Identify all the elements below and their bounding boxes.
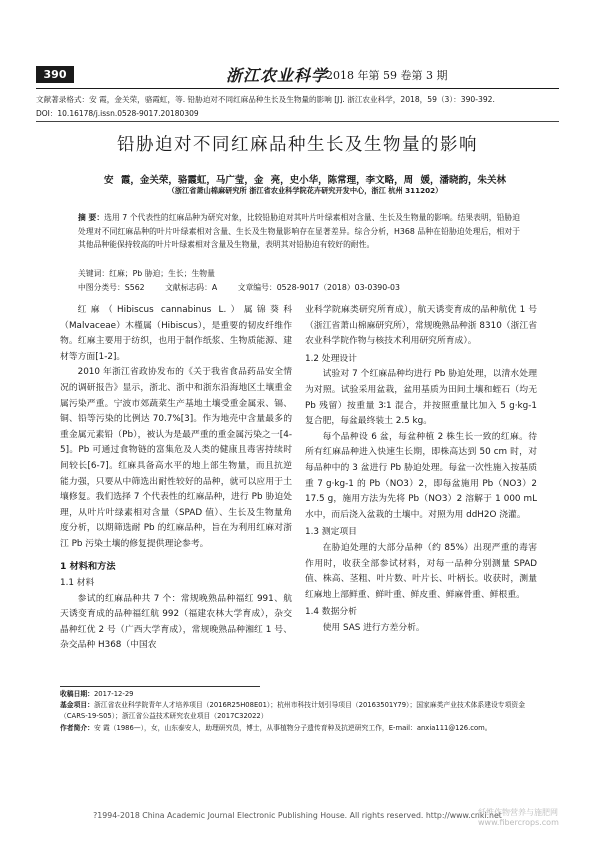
watermark: 纤维作物营养与施肥网 www.fibercrops.com: [478, 808, 559, 827]
paragraph: 红麻（Hibiscus cannabinus L.）属锦葵科（Malvaceae）木槿属（Hibiscus），是重要的韧皮纤维作物。红麻主要用于纺织，也用于制作纸浆、生物质能源、建材等方面[1-2]。: [60, 305, 292, 362]
abstract: [78, 211, 520, 252]
copyright-line: ?1994-2018 China Academic Journal Electronic Publishing House. All rights reserved. http://www.cnki.net: [93, 811, 502, 820]
paragraph: 参试的红麻品种共 7 个：常规晚熟品种福红 991、航天诱变育成的品种福红航 992（福建农林大学育成），杂交晶种红优 2 号（广西大学育成），常规晚熟品种湘红 1 号、杂交品种 H368（中国农: [60, 593, 292, 651]
footnote: [60, 689, 540, 734]
article-title: 铅胁迫对不同红麻品种生长及生物量的影响: [117, 135, 478, 155]
keywords: 关键词：红麻；Pb 胁迫；生长；生物量: [78, 269, 215, 278]
clc-number: 中图分类号：S562: [78, 283, 145, 292]
affiliation: （浙江省萧山棉麻研究所 浙江省农业科学院花卉研究开发中心，浙江 杭州 311202）: [167, 186, 443, 195]
author-list: 安 霞，金关荣，骆霞虹，马广莹，金 亮，史小华，陈常理，李文略，周 媛，潘晓韵，朱关林: [104, 175, 506, 186]
paragraph: 使用 SAS 进行方差分析。: [322, 622, 425, 633]
header-rule: [36, 88, 559, 89]
page-number: 390: [36, 66, 74, 83]
paragraph: 业科学院麻类研究所育成），航天诱变育成的品种航优 1 号（浙江省萧山棉麻研究所），常规晚熟品种浙 8310（浙江省农业科学院作物与核技术利用研究所育成）。: [305, 305, 537, 347]
body-column-left: [60, 303, 292, 654]
paragraph: 在胁迫处理的大部分品种（约 85%）出现严重的毒害作用时，收获全部参试材料，对每一品种分别测量 SPAD 值、株高、茎粗、叶片数、叶片长、叶柄长。收获时，测量红麻地上部鲜重、鲜叶重、鲜皮重、鲜麻骨重、鲜根重。: [305, 542, 537, 600]
footnote-rule: [60, 686, 260, 687]
journal-name: 浙江农业科学: [226, 66, 329, 85]
paragraph: 每个品种设 6 盆，每盆种植 2 株生长一致的红麻。待所有红麻品种进入快速生长期，即株高达到 50 cm 时，对每品种中的 3 盆进行 Pb 胁迫处理。每盆一次性施入按基质重 7 g·kg-1 的 Pb（NO3）2，即每盆施用 Pb（NO3）2 17.5 g，施用方法为先将 Pb（NO3）2 溶解于 1 000 mL 水中，而后浇入盆栽的土壤中。对照为用 ddH2O 浇灌。: [305, 431, 537, 520]
fund-info: 基金项目：浙江省农业科学院青年人才培养项目（2016R25H08E01）；杭州市科技计划引导项目（20163501Y79）；国家麻类产业技术体系建设专项资金（CARS-19-S05）；浙江省公益技术研究农业项目（2017C32022）: [60, 701, 525, 721]
article-number: 文章编号：0528-9017（2018）03-0390-03: [237, 283, 400, 292]
subsection-heading: 1.1 材料: [60, 578, 95, 589]
paragraph: 试验对 7 个红麻品种均进行 Pb 胁迫处理，以清水处理为对照。试验采用盆栽，盆用基质为田间土壤和蛭石（均无 Pb 残留）按重量 3∶1 混合，并按照重量比加入 5 g·kg-1 复合肥，每盆最终装土 2.5 kg。: [305, 369, 537, 427]
received-date: 收稿日期：2017-12-29: [60, 690, 134, 698]
citation-format: 文献著录格式：安 霞，金关荣，骆霞虹，等. 铅胁迫对不同红麻品种生长及生物量的影响 [J]. 浙江农业科学，2018，59（3）：390-392.: [36, 95, 495, 104]
journal-issue: 2018 年第 59 卷第 3 期: [326, 69, 448, 82]
subsection-heading: 1.2 处理设计: [305, 353, 357, 364]
doi: DOI：10.16178/j.issn.0528-9017.20180309: [36, 109, 199, 118]
document-code: 文献标志码：A: [165, 283, 218, 292]
classification-line: [78, 282, 538, 293]
paragraph: 2010 年浙江省政协发布的《关于我省食品药品安全情况的调研报告》显示，浙北、浙中和浙东沿海地区土壤重金属污染严重。宁波市郊蔬菜生产基地土壤受重金属汞、镉、铜、铅等污染的比例达 70.7%[3]。作为地壳中含量最多的重金属元素铅（Pb），被认为是最严重的重金属污染之一[4-5]。Pb 可通过食物链的富集危及人类的健康且毒害持续时间较长[6-7]。红麻具备高水平的地上部生物量，而且抗逆能力强，只要从中筛选出耐性较好的品种，就可以应用于土壤修复。我们选择 7 个代表性的红麻品种，进行 Pb 胁迫处理，从叶片叶绿素相对含量（SPAD 值）、生长及生物量角度分析，以期筛选耐 Pb 的红麻品种，旨在为利用红麻对浙江 Pb 污染土壤的修复提供理论参考。: [60, 367, 292, 549]
section-heading: 1 材料和方法: [60, 560, 116, 572]
running-header: [36, 62, 559, 88]
body-column-right: [305, 303, 537, 636]
abstract-label: 摘 要：: [78, 213, 105, 222]
abstract-text: 选用 7 个代表性的红麻品种为研究对象，比较铅胁迫对其叶片叶绿素相对含量、生长及生物量的影响。结果表明，铅胁迫处理对不同红麻品种的叶片叶绿素相对含量、生长及生物量影响存在显著差异。综合分析，H368 品种在铅胁迫处理后，相对于其他品种能保持较高的叶片叶绿素相对含量及生物量，表明其对铅胁迫有较好的耐性。: [78, 213, 520, 249]
subsection-heading: 1.3 测定项目: [305, 527, 357, 538]
subsection-heading: 1.4 数据分析: [305, 607, 357, 618]
citation-rule: [36, 121, 559, 122]
author-bio: 作者简介：安 霞（1986—），女，山东泰安人，助理研究员，博士，从事植物分子遗传育种及抗逆研究工作，E-mail：anxia111@126.com。: [60, 723, 492, 732]
